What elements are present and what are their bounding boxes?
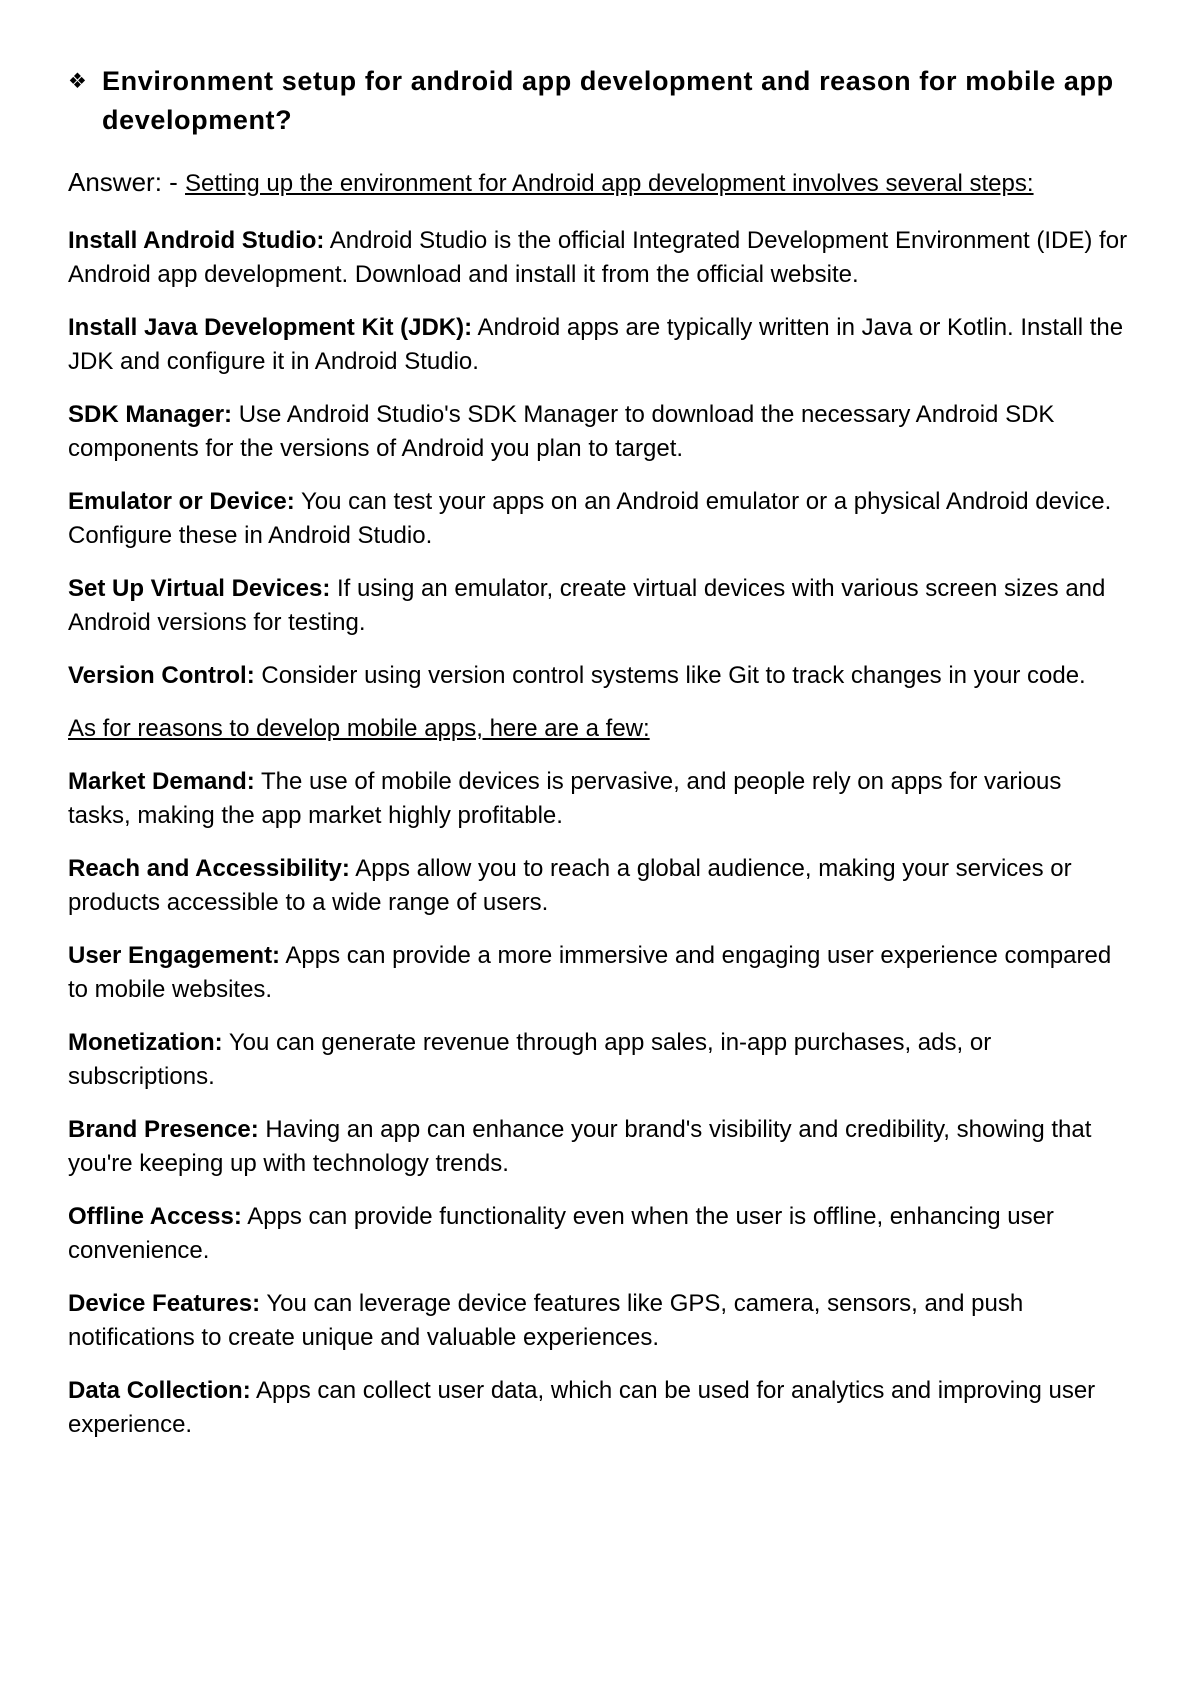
question-heading-text: Environment setup for android app development and reason for mobile app development? [102, 66, 1114, 135]
reasons-intro: As for reasons to develop mobile apps, here are a few: [68, 715, 650, 742]
reason-text: Apps can collect user data, which can be used for analytics and improving user experience. [68, 1377, 1096, 1438]
reason-text: Having an app can enhance your brand's visibility and credibility, showing that you're keeping up with technology trends. [68, 1116, 1092, 1177]
setup-step-paragraph [68, 572, 1130, 640]
reason-term: Monetization: [68, 1029, 223, 1056]
setup-step-text: Consider using version control systems like Git to track changes in your code. [261, 662, 1086, 689]
setup-step-paragraph [68, 659, 1130, 693]
reason-text: Apps can provide a more immersive and engaging user experience compared to mobile websites. [68, 942, 1112, 1003]
setup-step-text: Android Studio is the official Integrated Development Environment (IDE) for Android app development. Download and install it from the official website. [68, 227, 1128, 288]
setup-step-text: Android apps are typically written in Java or Kotlin. Install the JDK and configure it in Android Studio. [68, 314, 1124, 375]
reason-paragraph [68, 765, 1130, 833]
reason-paragraph [68, 1026, 1130, 1094]
setup-step-paragraph [68, 485, 1130, 553]
answer-intro-underlined: Setting up the environment for Android app development involves several steps: [185, 170, 1034, 197]
reason-term: Reach and Accessibility: [68, 855, 350, 882]
setup-step-term: Install Java Development Kit (JDK): [68, 314, 473, 341]
setup-step-term: Emulator or Device: [68, 488, 295, 515]
setup-step-paragraph [68, 398, 1130, 466]
reason-paragraph [68, 1113, 1130, 1181]
reason-term: Offline Access: [68, 1203, 242, 1230]
reason-term: Data Collection: [68, 1377, 251, 1404]
reason-text: Apps allow you to reach a global audience, making your services or products accessible to a wide range of users. [68, 855, 1072, 916]
setup-step-text: Use Android Studio's SDK Manager to download the necessary Android SDK components for the versions of Android you plan to target. [68, 401, 1055, 462]
reason-paragraph [68, 1287, 1130, 1355]
setup-step-term: Version Control: [68, 662, 255, 689]
reason-text: Apps can provide functionality even when the user is offline, enhancing user convenience. [68, 1203, 1054, 1264]
reason-term: User Engagement: [68, 942, 281, 969]
setup-step-text: You can test your apps on an Android emulator or a physical Android device. Configure these in Android Studio. [68, 488, 1112, 549]
setup-step-text: If using an emulator, create virtual devices with various screen sizes and Android versions for testing. [68, 575, 1106, 636]
reason-paragraph [68, 1374, 1130, 1442]
reason-paragraph [68, 1200, 1130, 1268]
setup-step-term: Set Up Virtual Devices: [68, 575, 331, 602]
reason-paragraph [68, 939, 1130, 1007]
answer-intro-paragraph [68, 164, 1130, 202]
reason-text: The use of mobile devices is pervasive, and people rely on apps for various tasks, making the app market highly profitable. [68, 768, 1062, 829]
reason-text: You can leverage device features like GPS, camera, sensors, and push notifications to create unique and valuable experiences. [68, 1290, 1024, 1351]
reason-term: Brand Presence: [68, 1116, 259, 1143]
reason-text: You can generate revenue through app sales, in-app purchases, ads, or subscriptions. [68, 1029, 992, 1090]
answer-label: Answer: - [68, 167, 186, 197]
setup-step-term: SDK Manager: [68, 401, 233, 428]
diamond-bullet-icon: ❖ [68, 70, 88, 93]
reason-paragraph [68, 852, 1130, 920]
setup-step-paragraph [68, 224, 1130, 292]
reason-term: Market Demand: [68, 768, 255, 795]
setup-step-paragraph [68, 311, 1130, 379]
setup-step-term: Install Android Studio: [68, 227, 325, 254]
reason-term: Device Features: [68, 1290, 261, 1317]
question-heading [68, 62, 1130, 140]
